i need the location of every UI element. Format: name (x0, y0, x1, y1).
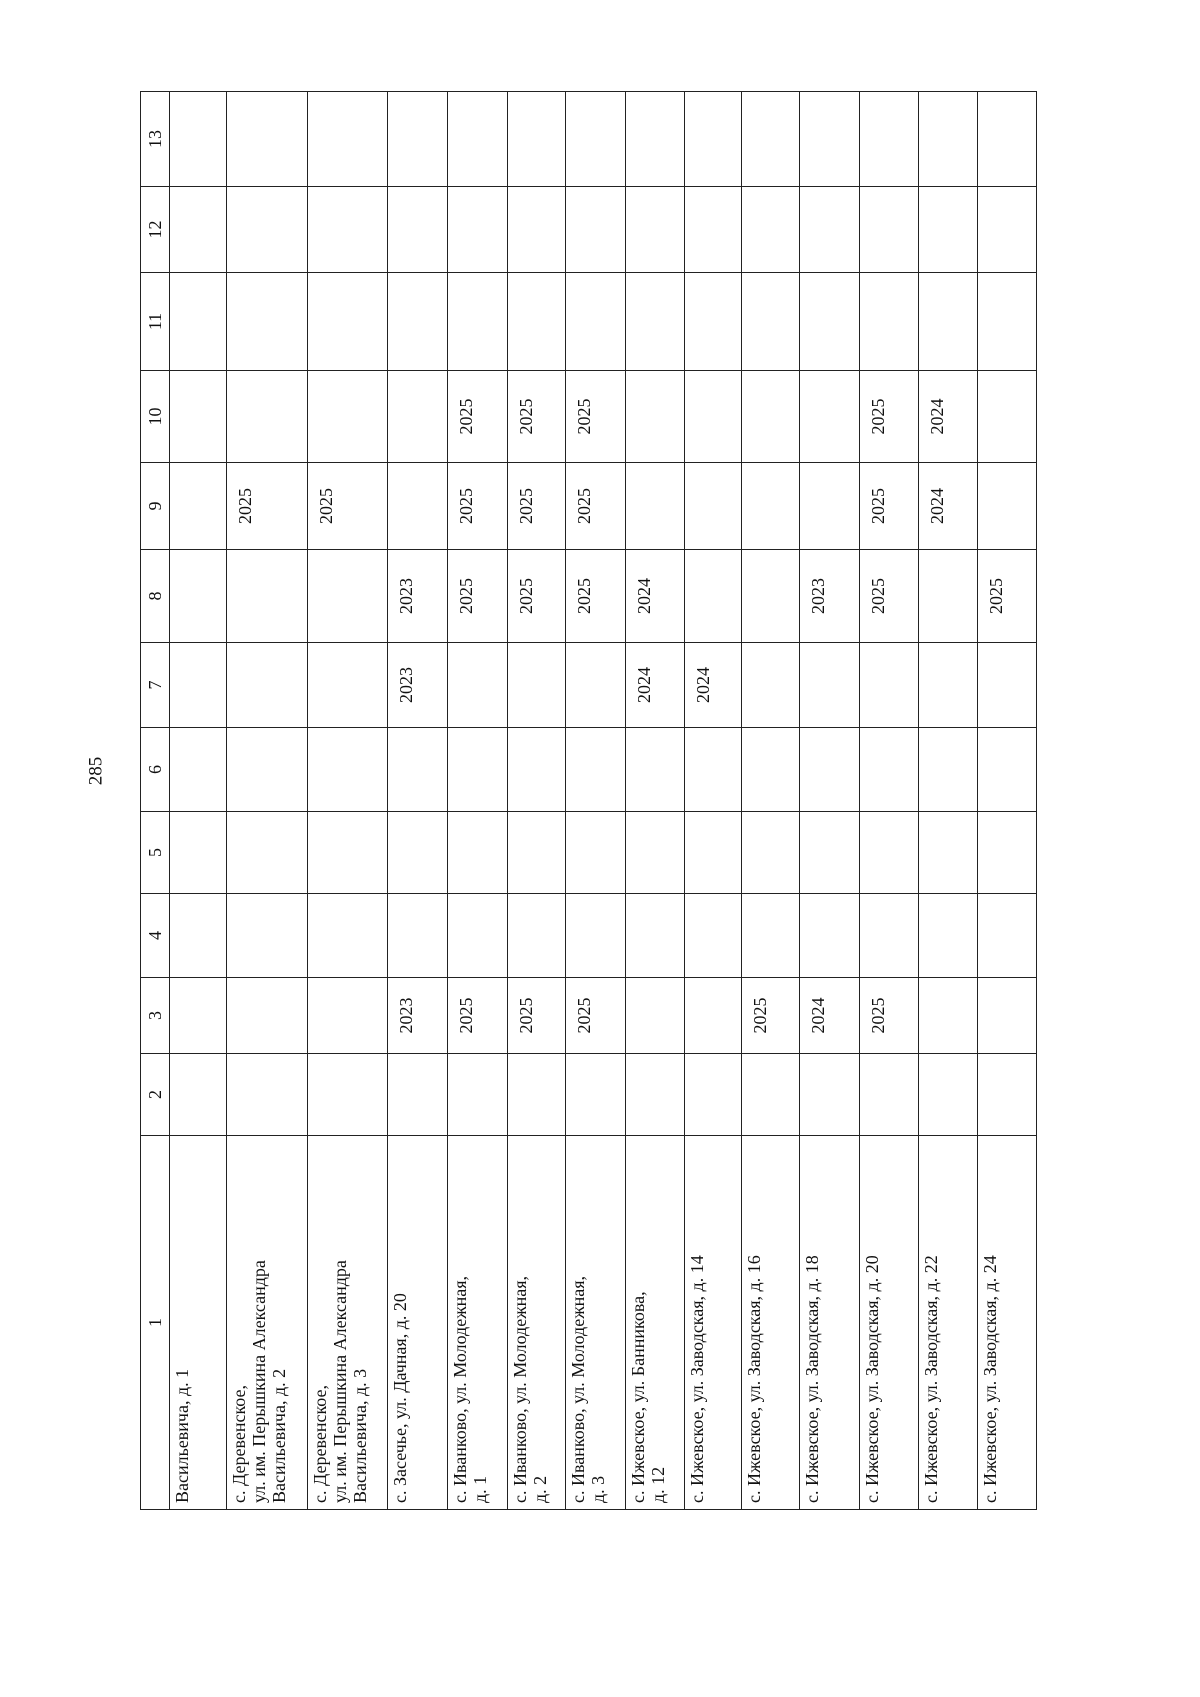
year-cell-col-6 (508, 728, 566, 812)
year-cell-col-5 (742, 812, 800, 894)
year-cell-col-9: 2025 (227, 463, 308, 550)
year-cell-col-8: 2025 (448, 550, 508, 643)
year-cell-col-6 (919, 728, 978, 812)
year-cell-col-7 (742, 643, 800, 728)
year-cell-col-2 (626, 1054, 685, 1136)
address-cell: с. Иванково, ул. Молодежная, д. 3 (566, 1136, 626, 1510)
schedule-table (140, 91, 1037, 1510)
year-cell-col-10 (308, 371, 388, 463)
year-cell-col-13 (170, 92, 227, 187)
year-cell-col-3 (170, 978, 227, 1054)
year-cell-col-4 (448, 894, 508, 978)
column-number-7: 7 (141, 643, 170, 728)
address-cell: с. Деревенское, ул. им. Перышкина Александра Васильевича, д. 2 (227, 1136, 308, 1510)
year-cell-col-2 (742, 1054, 800, 1136)
year-cell-col-6 (978, 728, 1037, 812)
year-cell-col-3 (227, 978, 308, 1054)
year-cell-col-10 (227, 371, 308, 463)
year-cell-col-4 (170, 894, 227, 978)
year-cell-col-7 (978, 643, 1037, 728)
year-cell-col-11 (685, 273, 742, 371)
column-number-3: 3 (141, 978, 170, 1054)
year-cell-col-13 (566, 92, 626, 187)
address-cell: с. Ижевское, ул. Заводская, д. 16 (742, 1136, 800, 1510)
year-cell-col-4 (227, 894, 308, 978)
year-cell-col-9: 2025 (860, 463, 919, 550)
year-cell-col-10 (685, 371, 742, 463)
table-row (860, 92, 919, 1510)
year-cell-col-13 (978, 92, 1037, 187)
year-cell-col-2 (978, 1054, 1037, 1136)
year-cell-col-8 (685, 550, 742, 643)
year-cell-col-7: 2023 (388, 643, 448, 728)
year-cell-col-5 (685, 812, 742, 894)
year-cell-col-6 (800, 728, 860, 812)
year-cell-col-5 (448, 812, 508, 894)
address-cell: с. Засечье, ул. Дачная, д. 20 (388, 1136, 448, 1510)
year-cell-col-3 (919, 978, 978, 1054)
year-cell-col-13 (227, 92, 308, 187)
table-row (508, 92, 566, 1510)
year-cell-col-4 (742, 894, 800, 978)
year-cell-col-5 (566, 812, 626, 894)
address-cell: с. Ижевское, ул. Банникова, д. 12 (626, 1136, 685, 1510)
year-cell-col-11 (388, 273, 448, 371)
year-cell-col-3: 2025 (566, 978, 626, 1054)
year-cell-col-8 (308, 550, 388, 643)
year-cell-col-8: 2025 (566, 550, 626, 643)
table-row (742, 92, 800, 1510)
year-cell-col-2 (919, 1054, 978, 1136)
year-cell-col-4 (388, 894, 448, 978)
year-cell-col-9: 2025 (308, 463, 388, 550)
year-cell-col-13 (308, 92, 388, 187)
year-cell-col-5 (308, 812, 388, 894)
address-cell: с. Ижевское, ул. Заводская, д. 14 (685, 1136, 742, 1510)
year-cell-col-11 (978, 273, 1037, 371)
year-cell-col-3: 2025 (742, 978, 800, 1054)
year-cell-col-2 (448, 1054, 508, 1136)
year-cell-col-5 (860, 812, 919, 894)
year-cell-col-10 (170, 371, 227, 463)
year-cell-col-10: 2025 (860, 371, 919, 463)
year-cell-col-3 (626, 978, 685, 1054)
year-cell-col-6 (308, 728, 388, 812)
year-cell-col-2 (170, 1054, 227, 1136)
year-cell-col-7 (919, 643, 978, 728)
address-cell: с. Иванково, ул. Молодежная, д. 2 (508, 1136, 566, 1510)
year-cell-col-5 (388, 812, 448, 894)
column-number-8: 8 (141, 550, 170, 643)
year-cell-col-4 (860, 894, 919, 978)
column-number-5: 5 (141, 812, 170, 894)
year-cell-col-13 (919, 92, 978, 187)
year-cell-col-7 (800, 643, 860, 728)
year-cell-col-12 (448, 187, 508, 273)
year-cell-col-4 (919, 894, 978, 978)
year-cell-col-6 (388, 728, 448, 812)
year-cell-col-11 (308, 273, 388, 371)
year-cell-col-3 (308, 978, 388, 1054)
table-row (978, 92, 1037, 1510)
year-cell-col-10 (742, 371, 800, 463)
year-cell-col-11 (508, 273, 566, 371)
year-cell-col-9 (742, 463, 800, 550)
year-cell-col-8 (170, 550, 227, 643)
year-cell-col-7 (566, 643, 626, 728)
column-number-4: 4 (141, 894, 170, 978)
year-cell-col-6 (626, 728, 685, 812)
year-cell-col-2 (388, 1054, 448, 1136)
year-cell-col-4 (685, 894, 742, 978)
header-row (141, 92, 170, 1510)
year-cell-col-12 (919, 187, 978, 273)
year-cell-col-12 (508, 187, 566, 273)
year-cell-col-13 (685, 92, 742, 187)
year-cell-col-11 (919, 273, 978, 371)
year-cell-col-12 (626, 187, 685, 273)
year-cell-col-12 (227, 187, 308, 273)
year-cell-col-12 (388, 187, 448, 273)
year-cell-col-6 (227, 728, 308, 812)
year-cell-col-4 (566, 894, 626, 978)
year-cell-col-11 (170, 273, 227, 371)
address-cell: с. Ижевское, ул. Заводская, д. 20 (860, 1136, 919, 1510)
year-cell-col-7: 2024 (685, 643, 742, 728)
year-cell-col-5 (626, 812, 685, 894)
table-row (448, 92, 508, 1510)
year-cell-col-7 (170, 643, 227, 728)
year-cell-col-9 (170, 463, 227, 550)
year-cell-col-10 (626, 371, 685, 463)
year-cell-col-2 (860, 1054, 919, 1136)
year-cell-col-8 (742, 550, 800, 643)
year-cell-col-8: 2023 (388, 550, 448, 643)
year-cell-col-7: 2024 (626, 643, 685, 728)
column-number-12: 12 (141, 187, 170, 273)
year-cell-col-9: 2025 (566, 463, 626, 550)
year-cell-col-12 (742, 187, 800, 273)
table-row (566, 92, 626, 1510)
year-cell-col-9 (685, 463, 742, 550)
column-number-2: 2 (141, 1054, 170, 1136)
year-cell-col-10: 2025 (508, 371, 566, 463)
year-cell-col-2 (308, 1054, 388, 1136)
year-cell-col-10: 2024 (919, 371, 978, 463)
year-cell-col-11 (860, 273, 919, 371)
year-cell-col-5 (170, 812, 227, 894)
year-cell-col-9: 2024 (919, 463, 978, 550)
year-cell-col-8: 2023 (800, 550, 860, 643)
year-cell-col-10 (978, 371, 1037, 463)
year-cell-col-3: 2025 (448, 978, 508, 1054)
year-cell-col-3: 2024 (800, 978, 860, 1054)
year-cell-col-6 (170, 728, 227, 812)
year-cell-col-11 (742, 273, 800, 371)
table-row (800, 92, 860, 1510)
year-cell-col-3 (685, 978, 742, 1054)
year-cell-col-10: 2025 (448, 371, 508, 463)
year-cell-col-3: 2023 (388, 978, 448, 1054)
year-cell-col-4 (508, 894, 566, 978)
year-cell-col-2 (227, 1054, 308, 1136)
year-cell-col-9 (800, 463, 860, 550)
year-cell-col-7 (860, 643, 919, 728)
year-cell-col-4 (626, 894, 685, 978)
year-cell-col-8 (919, 550, 978, 643)
column-number-1: 1 (141, 1136, 170, 1510)
year-cell-col-5 (227, 812, 308, 894)
year-cell-col-10 (800, 371, 860, 463)
column-number-6: 6 (141, 728, 170, 812)
year-cell-col-11 (800, 273, 860, 371)
column-number-9: 9 (141, 463, 170, 550)
year-cell-col-12 (800, 187, 860, 273)
year-cell-col-13 (508, 92, 566, 187)
year-cell-col-6 (742, 728, 800, 812)
year-cell-col-4 (800, 894, 860, 978)
year-cell-col-7 (227, 643, 308, 728)
year-cell-col-4 (308, 894, 388, 978)
table-row (227, 92, 308, 1510)
year-cell-col-11 (227, 273, 308, 371)
address-cell: с. Ижевское, ул. Заводская, д. 24 (978, 1136, 1037, 1510)
year-cell-col-8 (227, 550, 308, 643)
year-cell-col-7 (308, 643, 388, 728)
address-cell: Васильевича, д. 1 (170, 1136, 227, 1510)
year-cell-col-9 (388, 463, 448, 550)
year-cell-col-5 (978, 812, 1037, 894)
column-number-13: 13 (141, 92, 170, 187)
year-cell-col-11 (448, 273, 508, 371)
year-cell-col-4 (978, 894, 1037, 978)
year-cell-col-6 (566, 728, 626, 812)
table-row (626, 92, 685, 1510)
year-cell-col-12 (566, 187, 626, 273)
year-cell-col-2 (508, 1054, 566, 1136)
table-row (170, 92, 227, 1510)
table-row (685, 92, 742, 1510)
table-row (308, 92, 388, 1510)
year-cell-col-3 (978, 978, 1037, 1054)
address-cell: с. Деревенское, ул. им. Перышкина Александра Васильевича, д. 3 (308, 1136, 388, 1510)
year-cell-col-9: 2025 (508, 463, 566, 550)
year-cell-col-10 (388, 371, 448, 463)
year-cell-col-12 (685, 187, 742, 273)
year-cell-col-3: 2025 (508, 978, 566, 1054)
year-cell-col-9 (626, 463, 685, 550)
year-cell-col-9: 2025 (448, 463, 508, 550)
year-cell-col-12 (308, 187, 388, 273)
year-cell-col-13 (448, 92, 508, 187)
year-cell-col-6 (685, 728, 742, 812)
year-cell-col-2 (685, 1054, 742, 1136)
year-cell-col-5 (919, 812, 978, 894)
column-number-11: 11 (141, 273, 170, 371)
year-cell-col-8: 2025 (860, 550, 919, 643)
year-cell-col-11 (566, 273, 626, 371)
year-cell-col-7 (508, 643, 566, 728)
year-cell-col-5 (800, 812, 860, 894)
year-cell-col-3: 2025 (860, 978, 919, 1054)
year-cell-col-6 (860, 728, 919, 812)
year-cell-col-13 (626, 92, 685, 187)
year-cell-col-13 (742, 92, 800, 187)
address-cell: с. Ижевское, ул. Заводская, д. 22 (919, 1136, 978, 1510)
year-cell-col-2 (566, 1054, 626, 1136)
table-row (919, 92, 978, 1510)
year-cell-col-9 (978, 463, 1037, 550)
year-cell-col-8: 2024 (626, 550, 685, 643)
year-cell-col-6 (448, 728, 508, 812)
year-cell-col-8: 2025 (978, 550, 1037, 643)
year-cell-col-13 (800, 92, 860, 187)
year-cell-col-7 (448, 643, 508, 728)
year-cell-col-12 (860, 187, 919, 273)
year-cell-col-13 (388, 92, 448, 187)
year-cell-col-12 (978, 187, 1037, 273)
address-cell: с. Ижевское, ул. Заводская, д. 18 (800, 1136, 860, 1510)
year-cell-col-13 (860, 92, 919, 187)
rotated-table-container (140, 92, 1036, 1510)
address-cell: с. Иванково, ул. Молодежная, д. 1 (448, 1136, 508, 1510)
year-cell-col-10: 2025 (566, 371, 626, 463)
year-cell-col-2 (800, 1054, 860, 1136)
year-cell-col-12 (170, 187, 227, 273)
year-cell-col-11 (626, 273, 685, 371)
year-cell-col-8: 2025 (508, 550, 566, 643)
year-cell-col-5 (508, 812, 566, 894)
column-number-10: 10 (141, 371, 170, 463)
table-row (388, 92, 448, 1510)
page-number: 285 (85, 756, 107, 786)
